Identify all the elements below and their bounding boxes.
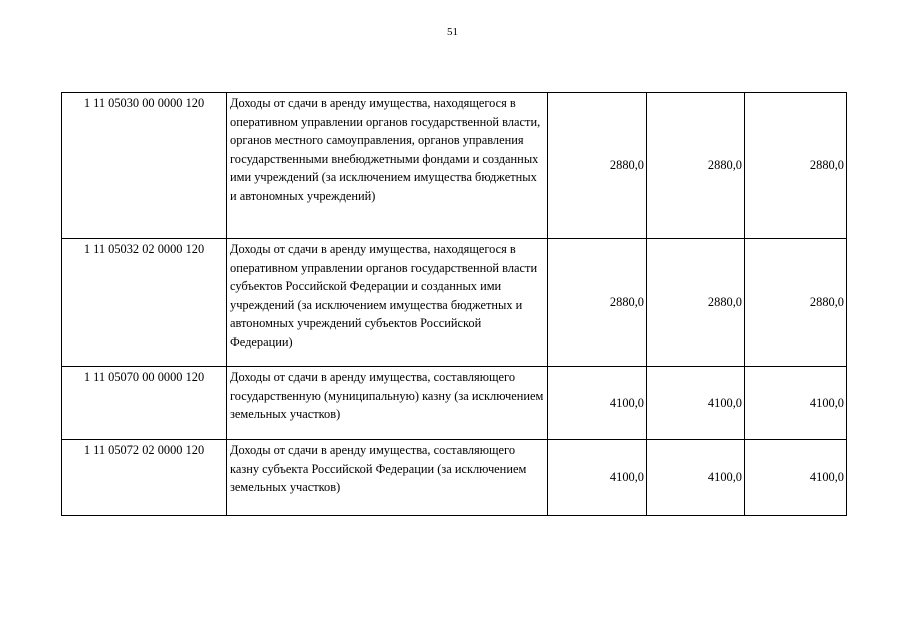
budget-classification-code: 1 11 05030 00 0000 120 <box>62 93 227 239</box>
table-row <box>62 440 847 516</box>
amount-year-1: 4100,0 <box>548 367 647 440</box>
revenue-name: Доходы от сдачи в аренду имущества, составляющего государственную (муниципальную) казну (за исключением земельных участков) <box>227 367 548 440</box>
table-row <box>62 239 847 367</box>
amount-year-2: 4100,0 <box>647 440 745 516</box>
amount-year-1: 2880,0 <box>548 93 647 239</box>
amount-year-2: 2880,0 <box>647 239 745 367</box>
amount-year-2: 4100,0 <box>647 367 745 440</box>
revenue-table <box>61 92 847 516</box>
table-row <box>62 367 847 440</box>
amount-year-1: 4100,0 <box>548 440 647 516</box>
revenue-name: Доходы от сдачи в аренду имущества, находящегося в оперативном управлении органов государственной власти, органов местного самоуправления, органов управления государственными внебюджетными фондами и созданных ими учреждений (за исключением имущества бюджетных и автономных учреждений) <box>227 93 548 239</box>
budget-classification-code: 1 11 05032 02 0000 120 <box>62 239 227 367</box>
revenue-name: Доходы от сдачи в аренду имущества, составляющего казну субъекта Российской Федерации (за исключением земельных участков) <box>227 440 548 516</box>
amount-year-3: 4100,0 <box>745 440 847 516</box>
table-row <box>62 93 847 239</box>
revenue-name: Доходы от сдачи в аренду имущества, находящегося в оперативном управлении органов государственной власти субъектов Российской Федерации и созданных ими учреждений (за исключением имущества бюджетных и автономных учреждений субъектов Российской Федерации) <box>227 239 548 367</box>
amount-year-1: 2880,0 <box>548 239 647 367</box>
budget-classification-code: 1 11 05070 00 0000 120 <box>62 367 227 440</box>
amount-year-3: 2880,0 <box>745 239 847 367</box>
amount-year-2: 2880,0 <box>647 93 745 239</box>
page-number: 51 <box>447 26 458 38</box>
amount-year-3: 4100,0 <box>745 367 847 440</box>
amount-year-3: 2880,0 <box>745 93 847 239</box>
budget-classification-code: 1 11 05072 02 0000 120 <box>62 440 227 516</box>
